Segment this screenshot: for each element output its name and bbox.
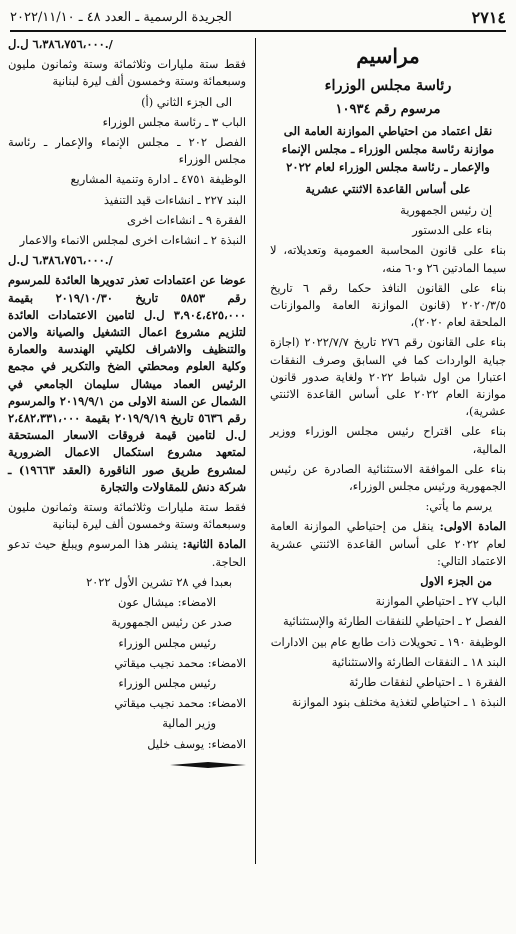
from-section: الفصل ٢ ـ احتياطي للنفقات الطارئة والإستثنائية	[282, 614, 506, 629]
decree-formula: يرسم ما يأتي:	[425, 499, 492, 514]
article-1-label: المادة الاولى:	[439, 519, 507, 534]
preamble-constitution: بناء على الدستور	[412, 223, 492, 238]
preamble-law-6: بناء على القانون النافذ حكما رقم ٦ تاريخ ٢٠٢٠/٣/٥ (قانون الموازنة العامة والموازنات الملحقة لعام ٢٠٢٠)،	[270, 280, 506, 330]
amount-words-1: فقط ستة مليارات وثلاثمائة وستة وثمانون مليون وسبعمائة وستة وخمسون ألف ليرة لبنانية	[8, 57, 246, 89]
compensation-paragraph: عوضا عن اعتمادات تعذر تدويرها العائدة للمرسوم رقم ٥٨٥٣ تاريخ ٢٠١٩/١٠/٣٠ بقيمة ٣،٩٠٤،٤٢٥،٠٠٠ ل.ل لتامين الاعتمادات العائدة لتلزيم مشروع اعمال التشغيل والصيانة والامن والتنظيف والاشراف لكليتي الهندسة والعمارة وكلية العلوم ومحطتي الضخ والتكرير في مجمع الرئيس العماد ميشال سليمان الجامعي في الشمال عن السنة الاولى من ٢٠١٩/٩/١ والمرسوم رقم ٥٦٣٦ تاريخ ٢٠١٩/٩/١٩ بقيمة ٢،٤٨٢،٣٣١،٠٠٠ ل.ل لتامين قيمة فروقات الاسعار المستحقة لمتعهد مشروع استكمال الاعمال الضرورية لمشروع طريق صور الناقورة (العقد ١٩٦٦٣) ـ شركة دنش للمقاولات والتجارة	[8, 273, 246, 494]
page-header	[10, 6, 506, 32]
signature-president: الامضاء: ميشال عون	[117, 595, 216, 610]
article-1-text: ينقل من إحتياطي الموازنة العامة لعام ٢٠٢٢ على أساس القاعدة الاثنتي عشرية الاعتماد التالي:	[270, 519, 506, 568]
issued-by: صدر عن رئيس الجمهورية	[111, 615, 232, 630]
to-subitem: النبذة ٢ ـ انشاءات اخرى لمجلس الانماء والاعمار	[19, 233, 246, 248]
section-title: مراسيم	[356, 44, 420, 68]
left-column	[8, 36, 246, 773]
pm-title-2: رئيس مجلس الوزراء	[118, 675, 216, 690]
to-part: الى الجزء الثاني (أ)	[141, 94, 232, 109]
to-item: البند ٢٢٧ ـ انشاءات قيد التنفيذ	[103, 192, 246, 207]
preamble-law-276: بناء على القانون رقم ٢٧٦ تاريخ ٢٠٢٢/٧/٧ (اجازة جباية الواردات كما في السابق وصرف النفقات اعتبارا من اول شباط ٢٠٢٢ ولغاية صدور قانون موازنة العام ٢٠٢٢ على أساس القاعدة الاثنتي عشرية)،	[270, 335, 507, 419]
signing-date: بعبدا في ٢٨ تشرين الأول ٢٠٢٢	[86, 574, 232, 589]
preamble-president: إن رئيس الجمهورية	[400, 203, 492, 217]
to-paragraph: الفقرة ٩ ـ انشاءات اخرى	[127, 212, 246, 227]
gazette-info: الجريدة الرسمية ـ العدد ٤٨ ـ ٢٠٢٢/١١/١٠	[10, 9, 232, 25]
decree-basis: على أساس القاعدة الاثنتي عشرية	[305, 182, 471, 196]
amount-from: ٦،٣٨٦،٧٥٦،٠٠٠ ل.ل./	[8, 37, 113, 51]
signature-finance-minister: الامضاء: يوسف خليل	[147, 736, 246, 751]
from-paragraph: الفقرة ١ ـ احتياطي لنفقات طارئة	[348, 675, 506, 690]
right-column	[270, 36, 506, 714]
article-2-label: المادة الثانية:	[182, 537, 246, 552]
finance-minister-title: وزير المالية	[162, 716, 216, 731]
column-divider	[255, 38, 256, 864]
signature-pm-1: الامضاء: محمد نجيب ميقاتي	[114, 655, 246, 670]
preamble-proposal: بناء على اقتراح رئيس مجلس الوزراء ووزير المالية،	[270, 424, 506, 456]
from-part: من الجزء الاول	[420, 574, 492, 589]
article-2-text: ينشر هذا المرسوم ويبلغ حيث تدعو الحاجة.	[8, 537, 246, 569]
amount-words-2: فقط ستة مليارات وثلاثمائة وستة وثمانون مليون وسبعمائة وستة وخمسون ألف ليرة لبنانية	[8, 500, 246, 532]
article-2	[8, 536, 246, 570]
to-function: الوظيفة ٤٧٥١ ـ ادارة وتنمية المشاريع	[70, 172, 246, 187]
pm-title-1: رئيس مجلس الوزراء	[118, 635, 216, 650]
to-section: الفصل ٢٠٢ ـ مجلس الإنماء والإعمار ـ رئاسة مجلس الوزراء	[8, 135, 246, 167]
to-chapter: الباب ٣ ـ رئاسة مجلس الوزراء	[102, 114, 246, 129]
from-function: الوظيفة ١٩٠ ـ تحويلات ذات طابع عام بين الادارات	[270, 634, 506, 649]
from-chapter: الباب ٢٧ ـ احتياطي الموازنة	[375, 594, 506, 609]
page-number: ٢٧١٤	[471, 7, 506, 27]
from-subitem: النبذة ١ ـ احتياطي لتغذية مختلف بنود الموازنة	[291, 695, 506, 710]
from-item: البند ١٨ ـ النفقات الطارئة والاستثنائية	[331, 654, 506, 669]
preamble-accounting-law: بناء على قانون المحاسبة العمومية وتعديلاته، لا سيما المادتين ٢٦ و٦٠ منه،	[270, 243, 506, 275]
preamble-approval: بناء على الموافقة الاستثنائية الصادرة عن رئيس الجمهورية ورئيس مجلس الوزراء،	[270, 461, 506, 494]
article-1	[270, 518, 506, 570]
authority-title: رئاسة مجلس الوزراء	[324, 77, 452, 94]
end-divider-ornament	[170, 762, 246, 768]
amount-to: ٦،٣٨٦،٧٥٦،٠٠٠ ل.ل./	[8, 253, 113, 268]
decree-number: مرسوم رقم ١٠٩٣٤	[335, 102, 441, 117]
decree-subject: نقل اعتماد من احتياطي الموازنة العامة الى موازنة رئاسة مجلس الوزراء ـ مجلس الإنماء والإعمار ـ رئاسة مجلس الوزراء لعام ٢٠٢٢	[281, 124, 495, 174]
signature-pm-2: الامضاء: محمد نجيب ميقاتي	[114, 696, 246, 711]
